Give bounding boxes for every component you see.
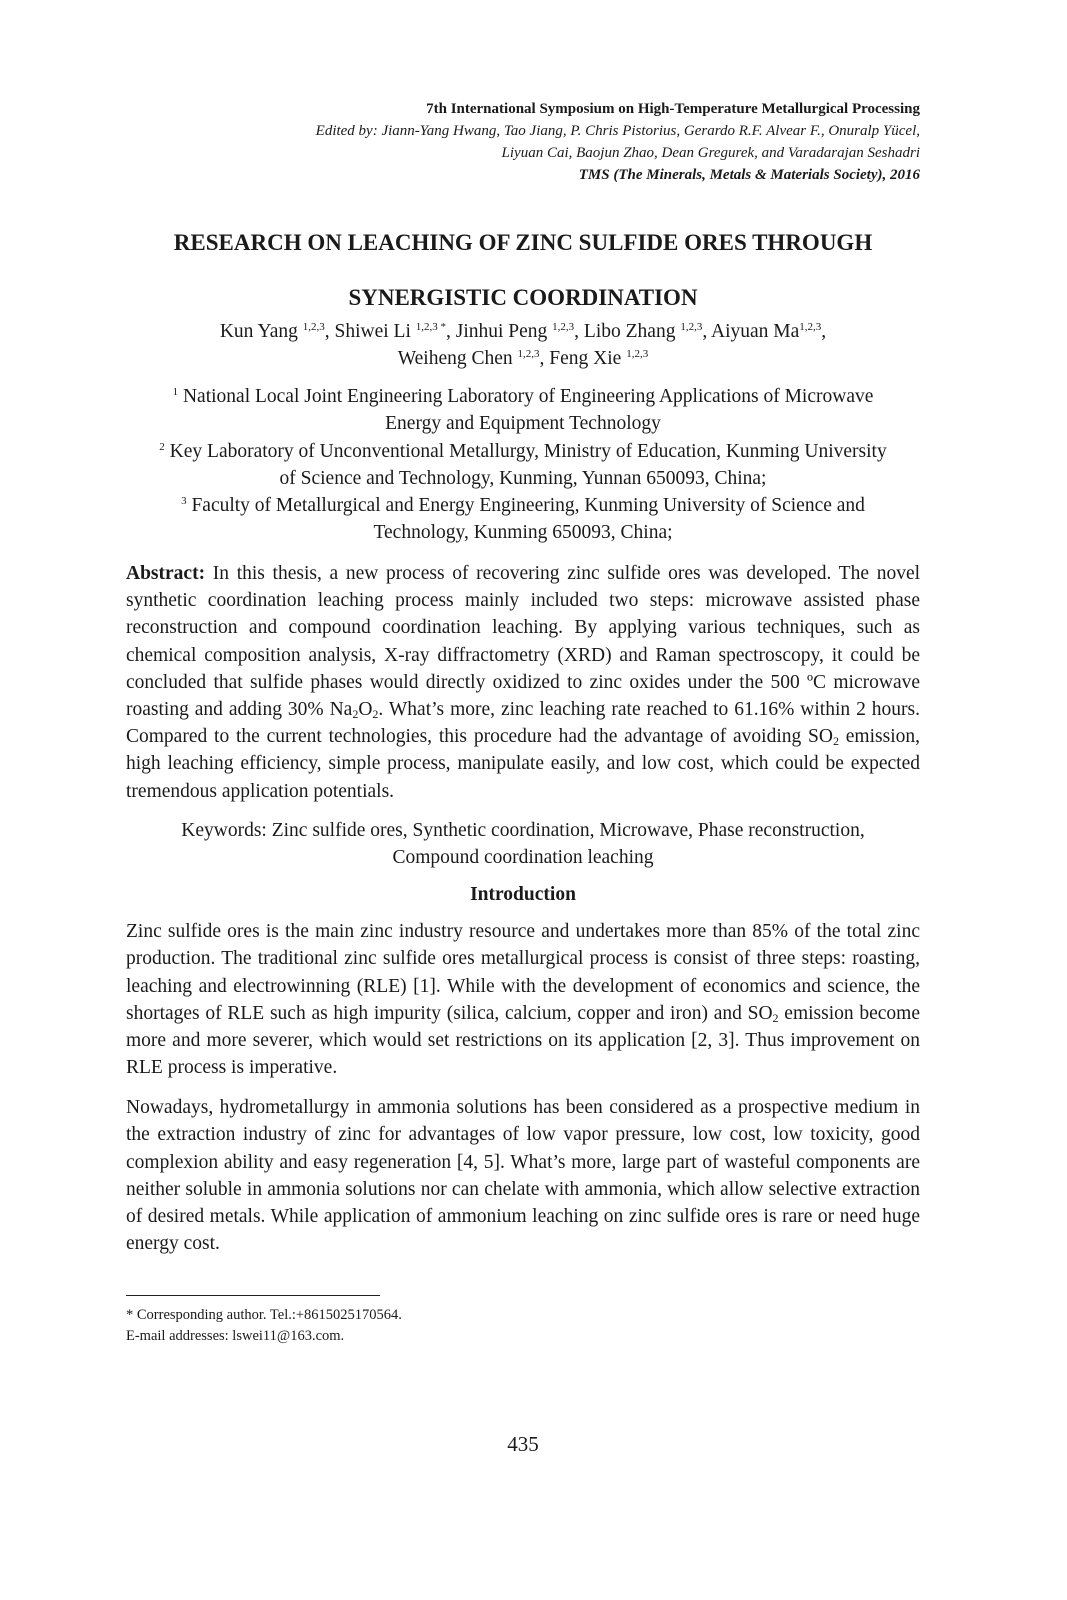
affiliation-text: of Science and Technology, Kunming, Yunnan 650093, China; bbox=[279, 467, 767, 489]
editors-line-2: Liyuan Cai, Baojun Zhao, Dean Gregurek, and Varadarajan Seshadri bbox=[501, 145, 920, 161]
affiliation-3 bbox=[126, 492, 920, 547]
author-affiliation-marks: 1,2,3 bbox=[626, 348, 649, 360]
author-separator: , bbox=[574, 321, 584, 342]
keywords-line-2: Compound coordination leaching bbox=[392, 847, 654, 868]
abstract-text: . What’s more, zinc leaching rate reached to 61.16% within 2 hours. Compared to the current technologies, this procedure had the advantage of avoiding SO bbox=[126, 699, 920, 748]
subscript: 2 bbox=[772, 1010, 779, 1025]
publication-header bbox=[316, 98, 920, 186]
affiliation-text: Technology, Kunming 650093, China; bbox=[373, 522, 673, 544]
abstract-label: Abstract: bbox=[126, 563, 206, 584]
author-name: Aiyuan Ma bbox=[711, 321, 800, 342]
section-heading: Introduction bbox=[470, 884, 576, 905]
affiliation-number: 2 bbox=[159, 440, 165, 453]
paper-title bbox=[126, 215, 920, 325]
body-paragraph bbox=[126, 918, 920, 1082]
author-name: Libo Zhang bbox=[583, 321, 676, 342]
abstract-text: O bbox=[358, 699, 373, 721]
paragraph-text: Zinc sulfide ores is the main zinc industry resource and undertakes more than 85% of the total zinc production. The traditional zinc sulfide ores metallurgical process is consist of three steps: roasting, leaching and electrowinning (RLE) [1]. While with the development of economics and science, the shortages of RLE such as high impurity (silica, calcium, copper and iron) and SO bbox=[126, 921, 920, 1024]
abstract bbox=[126, 560, 920, 805]
author-affiliation-marks: 1,2,3 bbox=[552, 321, 575, 333]
title-line-2: SYNERGISTIC COORDINATION bbox=[348, 285, 698, 310]
editors-line-1: Edited by: Jiann-Yang Hwang, Tao Jiang, P. Chris Pistorius, Gerardo R.F. Alvear F., Onuralp Yücel, bbox=[315, 123, 920, 139]
affiliation-2 bbox=[126, 438, 920, 493]
affiliation-1 bbox=[126, 383, 920, 438]
corresponding-author-note: * Corresponding author. Tel.:+8615025170564. bbox=[126, 1307, 402, 1323]
author-name: Shiwei Li bbox=[334, 321, 411, 342]
footnote-divider bbox=[126, 1295, 380, 1296]
author-separator: , bbox=[821, 321, 827, 342]
subscript: 2 bbox=[372, 707, 379, 722]
author-name: Jinhui Peng bbox=[455, 321, 548, 342]
affiliation-list bbox=[126, 383, 920, 547]
affiliation-number: 3 bbox=[181, 495, 187, 508]
body-paragraph: Nowadays, hydrometallurgy in ammonia solutions has been considered as a prospective medium in the extraction industry of zinc for advantages of low vapor pressure, low cost, low toxicity, good complexion ability and easy regeneration [4, 5]. What’s more, large part of wasteful components are neither soluble in ammonia solutions nor can chelate with ammonia, which allow selective extraction of desired metals. While application of ammonium leaching on zinc sulfide ores is rare or need huge energy cost. bbox=[126, 1097, 920, 1255]
author-separator: , bbox=[324, 321, 335, 342]
keywords bbox=[126, 817, 920, 871]
author-list bbox=[126, 318, 920, 372]
page-number: 435 bbox=[507, 1432, 539, 1456]
subscript: 2 bbox=[832, 734, 839, 749]
author-affiliation-marks: 1,2,3 bbox=[799, 321, 822, 333]
author-affiliation-marks: 1,2,3 bbox=[680, 321, 703, 333]
subscript: 2 bbox=[352, 707, 359, 722]
footnotes bbox=[126, 1305, 402, 1347]
title-line-1: RESEARCH ON LEACHING OF ZINC SULFIDE ORES THROUGH bbox=[173, 230, 873, 255]
authors-line-2 bbox=[126, 345, 920, 372]
paper-page bbox=[126, 0, 920, 1600]
author-name: Feng Xie bbox=[549, 348, 622, 369]
author-name: Kun Yang bbox=[219, 321, 298, 342]
author-name: Weiheng Chen bbox=[397, 348, 513, 369]
email-note: E-mail addresses: lswei11@163.com. bbox=[126, 1328, 345, 1344]
authors-line-1 bbox=[126, 318, 920, 345]
affiliation-number: 1 bbox=[172, 386, 179, 398]
author-separator: , bbox=[539, 348, 550, 369]
author-separator: , bbox=[702, 321, 712, 342]
conference-name: 7th International Symposium on High-Temperature Metallurgical Processing bbox=[426, 101, 920, 117]
abstract-text: In this thesis, a new process of recovering zinc sulfide ores was developed. The novel synthetic coordination leaching process mainly included two steps: microwave assisted phase reconstruction and compound coordination leaching. By applying various techniques, such as chemical composition analysis, X-ray diffractometry (XRD) and Raman spectroscopy, it could be concluded that sulfide phases would directly oxidized to zinc oxides under the 500 ºC microwave roasting and adding 30% Na bbox=[126, 563, 921, 721]
affiliation-text: Key Laboratory of Unconventional Metallurgy, Ministry of Education, Kunming University bbox=[169, 440, 887, 462]
paragraph-text: emission become more and more severer, which would set restrictions on its application [2, 3]. Thus improvement on RLE process is imperative. bbox=[126, 1002, 921, 1079]
author-separator: , bbox=[445, 321, 456, 342]
author-affiliation-marks: 1,2,3 bbox=[302, 321, 325, 333]
abstract-text: emission, high leaching efficiency, simple process, manipulate easily, and low cost, which could be expected tremendous application potentials. bbox=[126, 726, 920, 802]
keywords-line-1: Keywords: Zinc sulfide ores, Synthetic coordination, Microwave, Phase reconstruction, bbox=[181, 820, 865, 841]
author-affiliation-marks: 1,2,3 * bbox=[415, 321, 446, 333]
author-affiliation-marks: 1,2,3 bbox=[517, 348, 540, 360]
affiliation-text: National Local Joint Engineering Laboratory of Engineering Applications of Microwave bbox=[182, 386, 874, 407]
publisher-line: TMS (The Minerals, Metals & Materials Society), 2016 bbox=[578, 167, 920, 183]
affiliation-text: Faculty of Metallurgical and Energy Engineering, Kunming University of Science and bbox=[191, 495, 865, 517]
affiliation-text: Energy and Equipment Technology bbox=[385, 413, 661, 435]
